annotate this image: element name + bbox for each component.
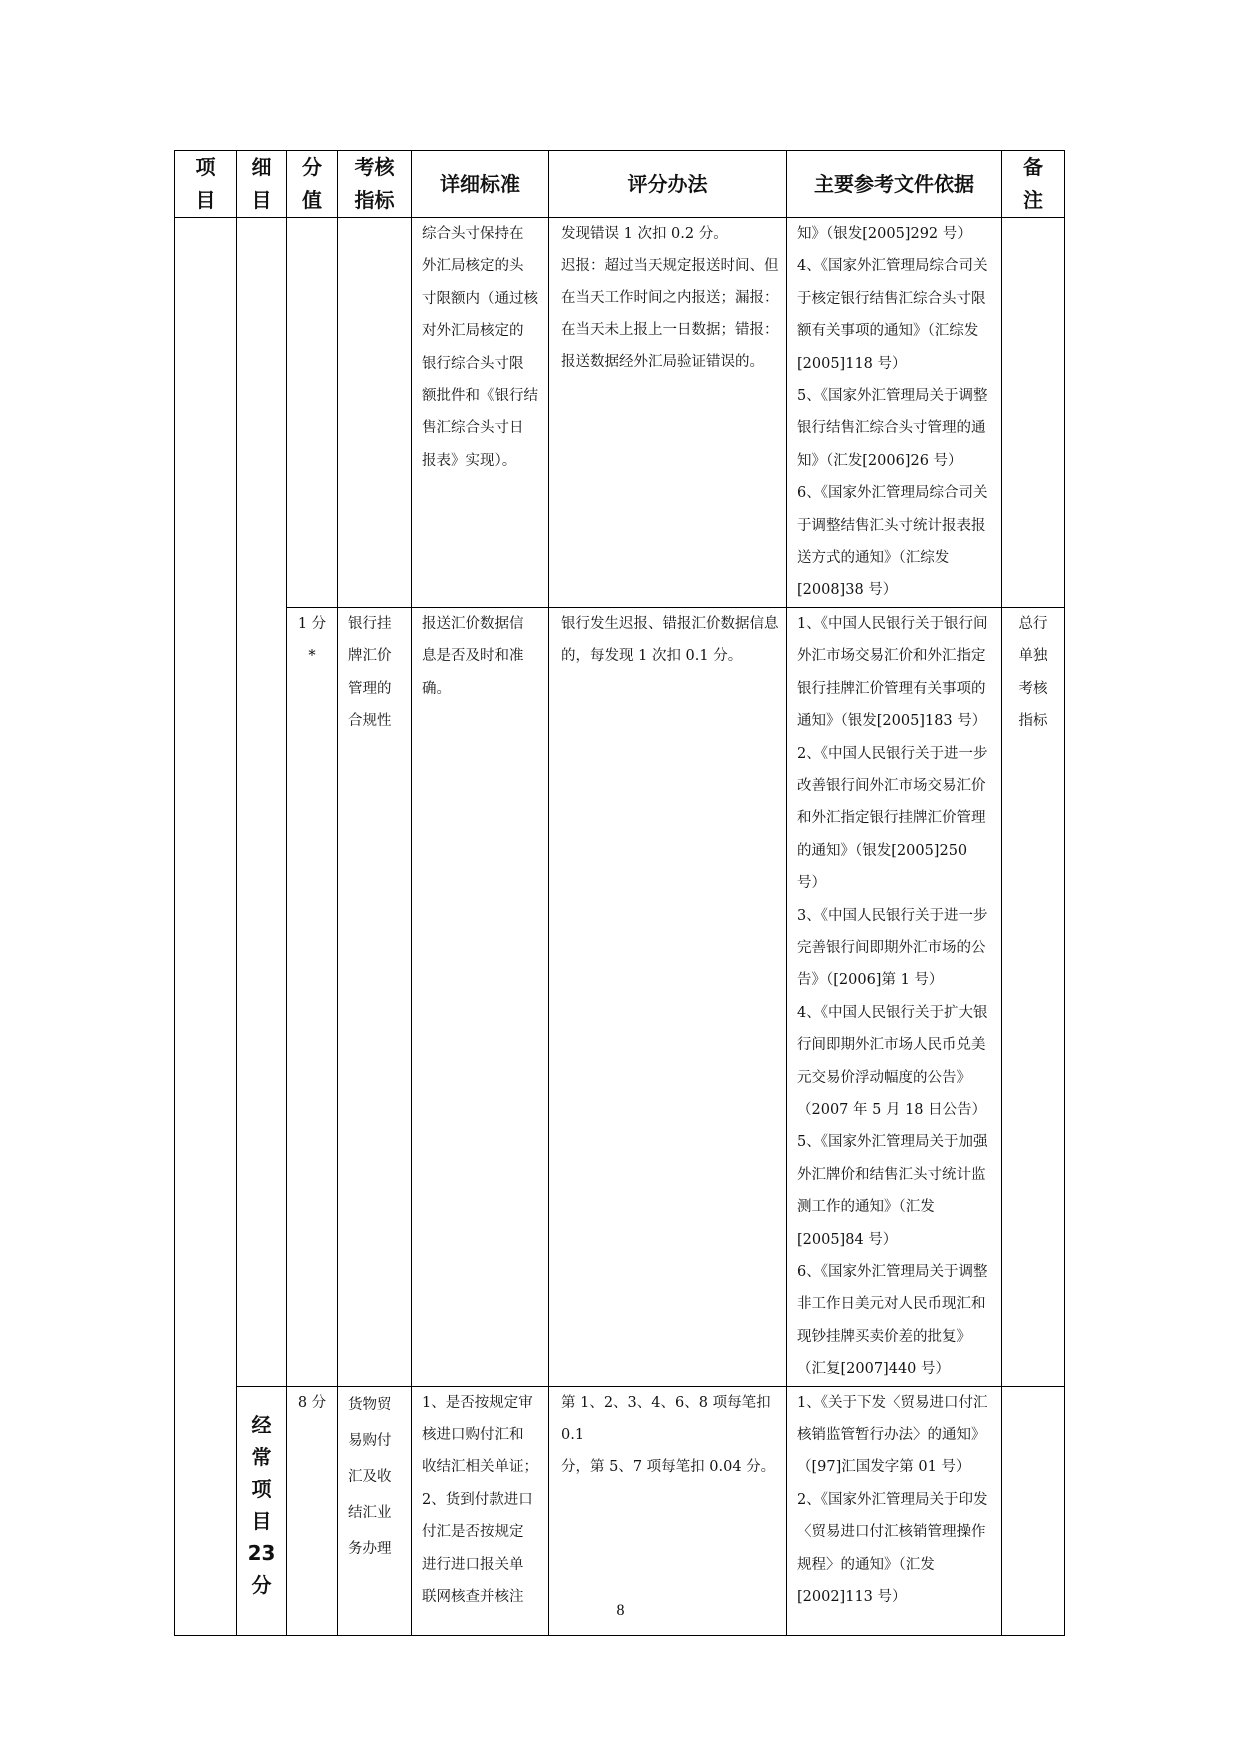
standard-cell: 报送汇价数据信 息是否及时和准 确。 — [412, 607, 549, 1386]
indicator-cell: 货物贸 易购付 汇及收 结汇业 务办理 — [338, 1386, 412, 1635]
header-subitem: 细 目 — [237, 151, 287, 218]
score-cell — [287, 218, 338, 608]
assessment-table — [174, 150, 1065, 1636]
references-cell: 1、《中国人民银行关于银行间 外汇市场交易汇价和外汇指定 银行挂牌汇价管理有关事项的 通知》（银发[2005]183 号） 2、《中国人民银行关于进一步 改善银行间外汇市场交易汇价 和外汇指定银行挂牌汇价管理 的通知》（银发[2005]250 号） 3、《中国人民银行关于进一步 完善银行间即期外汇市场的公 告》（[2006]第 1 号） 4、《中国人民银行关于扩大银 行间即期外汇市场人民币兑美 元交易价浮动幅度的公告》 （2007 年 5 月 18 日公告） 5、《国家外汇管理局关于加强 外汇牌价和结售汇头寸统计监 测工作的通知》（汇发 [2005]84 号） 6、《国家外汇管理局关于调整 非工作日美元对人民币现汇和 现钞挂牌买卖价差的批复》 （汇复[2007]440 号） — [787, 607, 1002, 1386]
page-number: 8 — [616, 1602, 625, 1619]
category-cell: 经 常 项 目 23 分 — [237, 1386, 287, 1635]
table-row — [175, 607, 1065, 1386]
header-note: 备 注 — [1002, 151, 1065, 218]
indicator-cell: 银行挂 牌汇价 管理的 合规性 — [338, 607, 412, 1386]
note-cell: 总行 单独 考核 指标 — [1002, 607, 1065, 1386]
header-references: 主要参考文件依据 — [787, 151, 1002, 218]
header-score: 分 值 — [287, 151, 338, 218]
category-cell-empty — [175, 218, 237, 1636]
method-cell: 银行发生迟报、错报汇价数据信息 的，每发现 1 次扣 0.1 分。 — [549, 607, 787, 1386]
table-row — [175, 218, 1065, 608]
table-row — [175, 1386, 1065, 1635]
references-cell: 1、《关于下发〈贸易进口付汇 核销监管暂行办法〉的通知》 （[97]汇国发字第 01 号） 2、《国家外汇管理局关于印发 〈贸易进口付汇核销管理操作 规程〉的通知》（汇发 [2002]113 号） — [787, 1386, 1002, 1635]
indicator-cell — [338, 218, 412, 608]
method-cell: 发现错误 1 次扣 0.2 分。 迟报：超过当天规定报送时间、但 在当天工作时间之内报送；漏报： 在当天未上报上一日数据；错报： 报送数据经外汇局验证错误的。 — [549, 218, 787, 608]
score-cell: 1 分 * — [287, 607, 338, 1386]
standard-cell: 综合头寸保持在 外汇局核定的头 寸限额内（通过核 对外汇局核定的 银行综合头寸限 额批件和《银行结 售汇综合头寸日 报表》实现）。 — [412, 218, 549, 608]
header-method: 评分办法 — [549, 151, 787, 218]
note-cell — [1002, 1386, 1065, 1635]
references-cell: 知》（银发[2005]292 号） 4、《国家外汇管理局综合司关 于核定银行结售汇综合头寸限 额有关事项的通知》（汇综发 [2005]118 号） 5、《国家外汇管理局关于调整 银行结售汇综合头寸管理的通 知》（汇发[2006]26 号） 6、《国家外汇管理局综合司关 于调整结售汇头寸统计报表报 送方式的通知》（汇综发 [2008]38 号） — [787, 218, 1002, 608]
header-indicator: 考核 指标 — [338, 151, 412, 218]
header-standard: 详细标准 — [412, 151, 549, 218]
note-cell — [1002, 218, 1065, 608]
header-project: 项 目 — [175, 151, 237, 218]
header-row — [175, 151, 1065, 218]
score-cell: 8 分 — [287, 1386, 338, 1635]
method-cell: 第 1、2、3、4、6、8 项每笔扣 0.1 分，第 5、7 项每笔扣 0.04 分。 — [549, 1386, 787, 1635]
standard-cell: 1、是否按规定审 核进口购付汇和 收结汇相关单证； 2、货到付款进口 付汇是否按规定 进行进口报关单 联网核查并核注 — [412, 1386, 549, 1635]
subitem-cell-empty — [237, 218, 287, 1387]
